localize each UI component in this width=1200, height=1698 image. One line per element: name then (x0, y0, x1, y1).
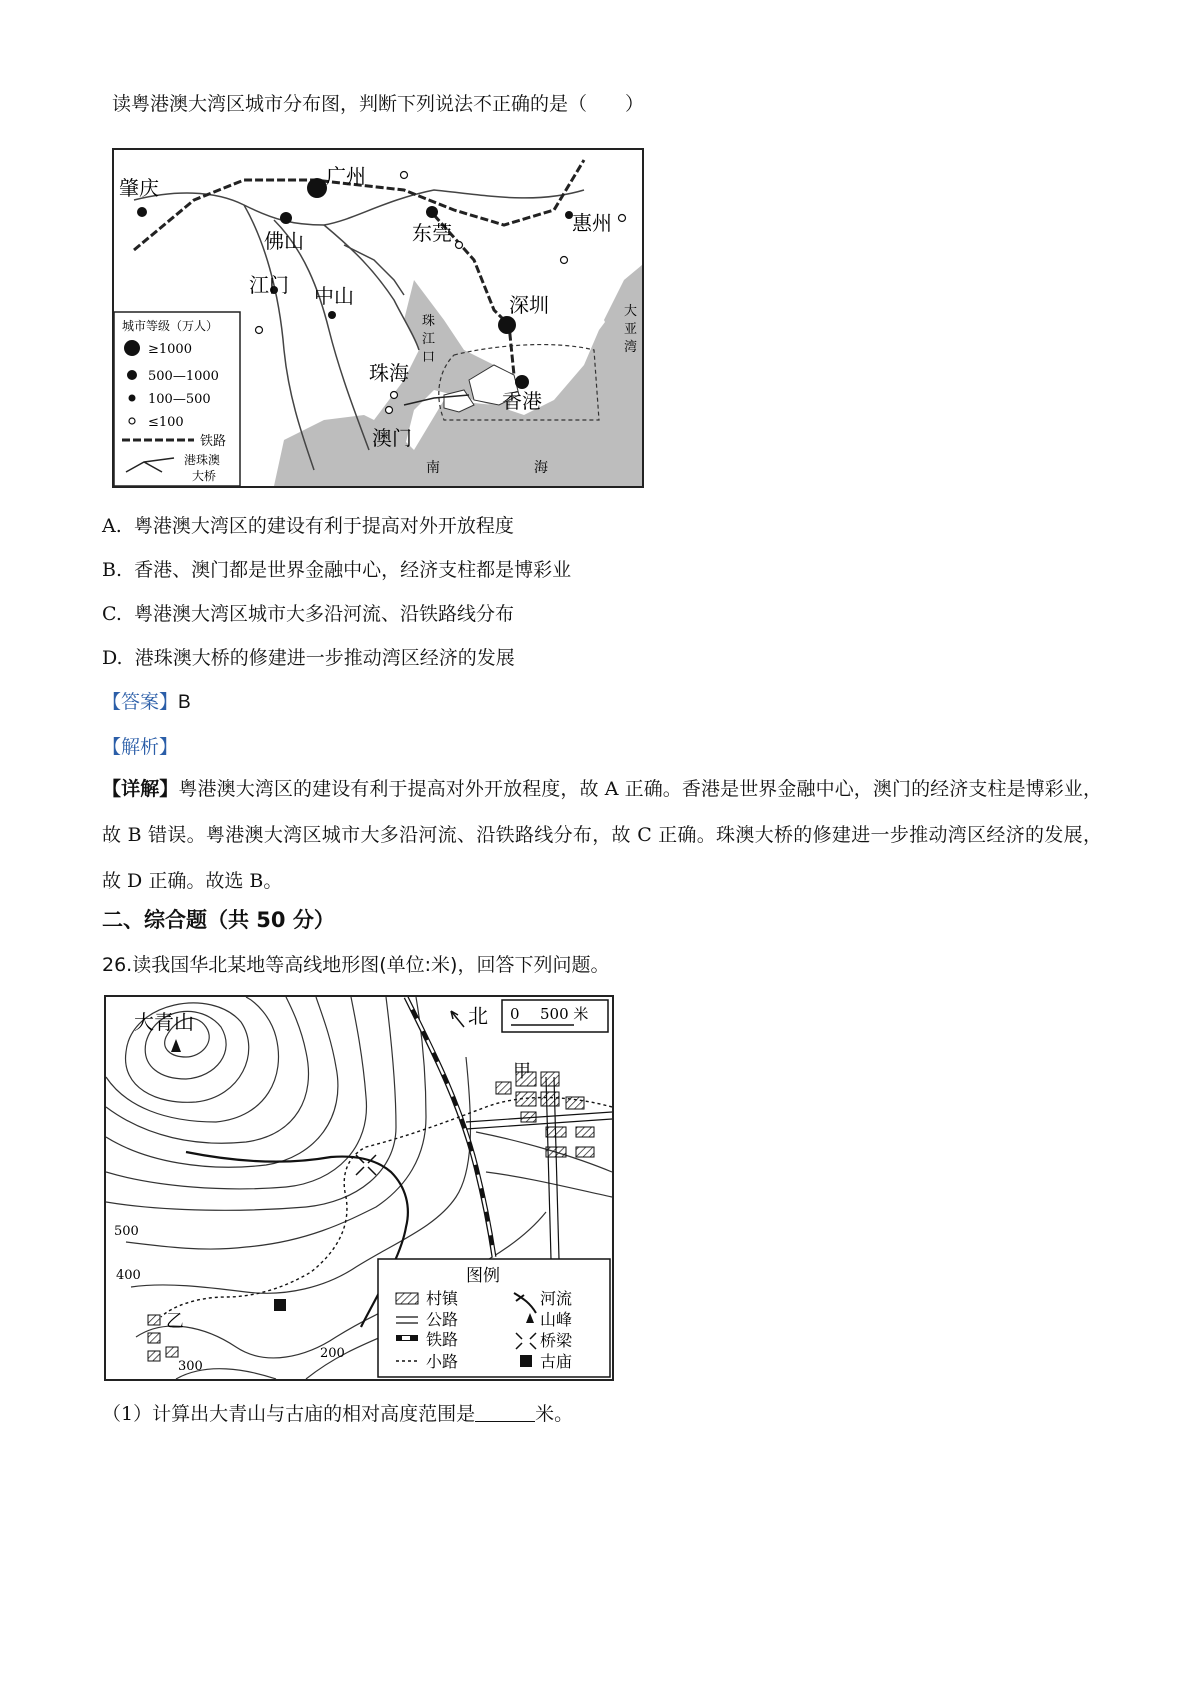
label-dongguan: 东莞 (412, 221, 452, 245)
label-jiangmen: 江门 (249, 273, 289, 297)
answer-blank[interactable] (475, 1401, 535, 1422)
option-letter: B. (102, 559, 123, 581)
contour-label-300: 300 (178, 1359, 203, 1374)
city-dot-macau (386, 407, 393, 414)
bridge-symbol (356, 1155, 376, 1175)
scale-bar (502, 1000, 608, 1032)
q25-detail (102, 766, 1102, 904)
label-estuary-1: 珠 (422, 314, 436, 329)
legend-level-1: ≥1000 (148, 342, 192, 357)
legend-village: 村镇 (426, 1289, 459, 1308)
q25-option-c (102, 600, 514, 628)
legend-temple: 古庙 (540, 1352, 573, 1371)
city-dot-zhuhai (391, 392, 398, 399)
legend-village-symbol (396, 1293, 418, 1304)
city-dot-zhongshan (328, 311, 336, 319)
legend-level-2: 500—1000 (148, 369, 219, 384)
option-letter: D. (102, 647, 123, 669)
q25-stem: 读粤港澳大湾区城市分布图，判断下列说法不正确的是（ ） (112, 93, 645, 115)
city-dot-hongkong (515, 375, 529, 389)
legend-dot-4 (129, 418, 135, 424)
label-zhaoqing: 肇庆 (119, 176, 159, 200)
legend-bridge: 桥梁 (540, 1331, 573, 1350)
option-letter: C. (102, 603, 122, 625)
bay-area-map-svg (114, 150, 642, 486)
map1-legend (114, 312, 240, 486)
answer-tag: 【答案】 (102, 692, 179, 713)
legend-railway: 铁路 (426, 1330, 459, 1349)
label-zhuhai: 珠海 (369, 361, 409, 385)
option-text: 粤港澳大湾区的建设有利于提高对外开放程度 (133, 515, 514, 537)
label-shenzhen: 深圳 (509, 293, 549, 317)
contour-label-400: 400 (116, 1268, 141, 1283)
detail-text: 粤港澳大湾区的建设有利于提高对外开放程度，故 A 正确。香港是世界金融中心，澳门的经济支柱是博彩业，故 B 错误。粤港澳大湾区城市大多沿河流、沿铁路线分布，故 C 正确。珠澳大桥的修建进一步推动湾区经济的发展，故 D 正确。故选 B。 (102, 778, 1102, 892)
legend-railway: 铁路 (200, 434, 227, 449)
label-sea-2: 海 (534, 460, 548, 476)
label-foshan: 佛山 (264, 229, 304, 253)
label-estuary-2: 江 (422, 332, 436, 347)
sub1-text-before: （1）计算出大青山与古庙的相对高度范围是 (102, 1403, 476, 1425)
legend-temple-symbol (520, 1355, 532, 1367)
town-dot (401, 172, 408, 179)
label-hongkong: 香港 (502, 389, 542, 413)
label-sea-1: 南 (426, 460, 440, 476)
label-bay-3: 湾 (624, 340, 638, 355)
legend-dot-2 (127, 370, 137, 380)
legend-level-3: 100—500 (148, 392, 211, 407)
q25-option-a (102, 512, 514, 540)
legend-level-4: ≤100 (148, 415, 184, 430)
city-dot-guangzhou (307, 178, 327, 198)
q25-option-b (102, 556, 571, 584)
legend-dot-1 (124, 340, 140, 356)
q26-stem: 26.读我国华北某地等高线地形图(单位:米)，回答下列问题。 (102, 954, 610, 976)
contour-label-500: 500 (114, 1224, 139, 1239)
answer-value: B (178, 692, 191, 713)
q25-answer (102, 688, 191, 717)
label-peak: 大青山 (134, 1010, 194, 1034)
detail-tag: 【详解】 (102, 778, 179, 800)
option-text: 香港、澳门都是世界金融中心，经济支柱都是博彩业 (134, 559, 572, 581)
contour-10 (131, 1057, 470, 1293)
town-dot (256, 327, 263, 334)
bay-area-map (112, 148, 644, 488)
option-text: 粤港澳大湾区城市大多沿河流、沿铁路线分布 (134, 603, 515, 625)
scale-label: 500 米 (540, 1005, 589, 1023)
railway-dash (406, 997, 494, 1257)
legend-title: 城市等级（万人） (122, 319, 219, 333)
sub1-text-after: 米。 (535, 1403, 574, 1425)
contour-map-svg (106, 997, 612, 1379)
analysis-tag: 【解析】 (102, 737, 179, 758)
city-dot-shenzhen (498, 316, 516, 334)
legend-road: 公路 (426, 1310, 459, 1329)
railway (406, 997, 494, 1257)
peak-symbol (171, 1039, 181, 1052)
legend-bridge-2: 大桥 (192, 469, 217, 483)
label-bay-1: 大 (624, 304, 638, 319)
section-title: 二、综合题（共 50 分） (102, 908, 335, 932)
label-macau: 澳门 (372, 426, 412, 450)
scale-zero: 0 (510, 1005, 520, 1023)
town-dot (619, 215, 626, 222)
label-jia: 甲 (513, 1061, 531, 1082)
label-north: 北 (468, 1004, 488, 1028)
legend-bridge-1: 港珠澳 (184, 453, 221, 467)
map2-legend (378, 1259, 610, 1377)
town-dot (561, 257, 568, 264)
legend2-title: 图例 (466, 1266, 500, 1286)
legend-dot-3 (129, 395, 136, 402)
label-estuary-3: 口 (422, 350, 436, 365)
label-bay-2: 亚 (624, 322, 638, 337)
contour-map (104, 995, 614, 1381)
option-letter: A. (102, 515, 122, 537)
temple-symbol (274, 1299, 286, 1311)
label-huizhou: 惠州 (572, 211, 612, 235)
label-zhongshan: 中山 (314, 284, 354, 308)
q25-option-d (102, 644, 515, 672)
contour-label-200: 200 (320, 1346, 345, 1361)
town-dot (456, 242, 463, 249)
legend-river: 河流 (540, 1289, 573, 1308)
legend-trail: 小路 (426, 1352, 459, 1371)
q25-analysis-heading (102, 733, 178, 762)
q26-sub1 (102, 1400, 573, 1428)
label-yi: 乙 (166, 1311, 184, 1332)
north-arrow (451, 1011, 464, 1027)
city-dot-zhaoqing (137, 207, 147, 217)
label-guangzhou: 广州 (326, 164, 366, 188)
option-text: 港珠澳大桥的修建进一步推动湾区经济的发展 (134, 647, 515, 669)
legend-peak: 山峰 (540, 1310, 573, 1329)
city-dot-foshan (280, 212, 292, 224)
river-branch-2 (274, 220, 369, 450)
city-dot-dongguan (426, 206, 438, 218)
